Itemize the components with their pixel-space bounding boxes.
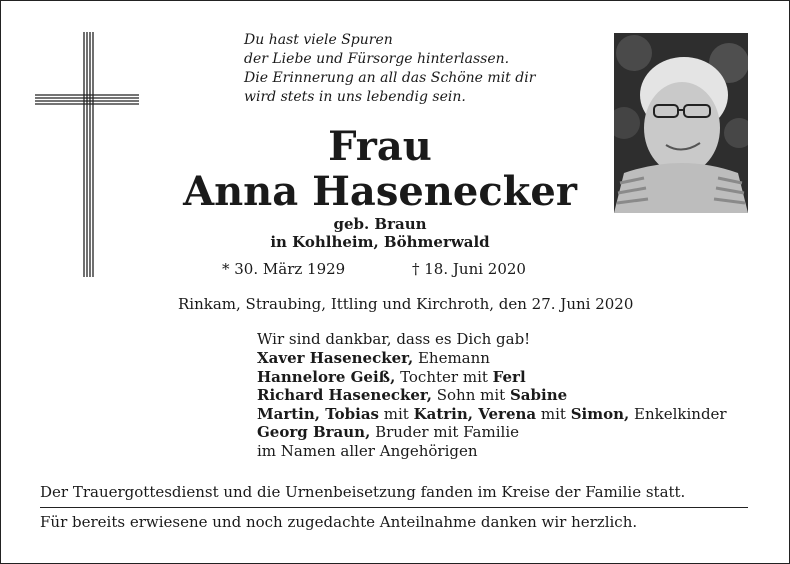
death-date: † 18. Juni 2020 [412, 260, 526, 278]
mourner-name: Hannelore Geiß, [257, 367, 396, 386]
maiden-name: geb. Braun [333, 215, 427, 233]
mourners-intro: Wir sind dankbar, dass es Dich gab! [257, 330, 531, 348]
separator-line [40, 507, 748, 508]
mourner-relation: im Namen aller Angehörigen [257, 441, 478, 460]
mourner-relation: mit [536, 404, 571, 423]
birthplace: in Kohlheim, Böhmerwald [270, 233, 490, 251]
mourner-name: Martin, Tobias [257, 404, 379, 423]
birth-date: * 30. März 1929 [222, 260, 346, 278]
mourner-relation: Enkelkinder [629, 404, 727, 423]
salutation: Frau [328, 123, 432, 170]
poem-line: Du hast viele Spuren [244, 32, 393, 48]
mourner-row [257, 386, 567, 405]
mourner-relation: mit [379, 404, 414, 423]
mourner-row [257, 368, 526, 387]
service-note: Der Trauergottesdienst und die Urnenbeisetzung fanden im Kreise der Familie statt. [40, 483, 686, 501]
mourner-relation: Bruder mit Familie [370, 423, 519, 441]
mourner-name: Sabine [509, 386, 568, 404]
mourner-relation: Ehemann [413, 349, 490, 367]
mourner-relation: Tochter mit [395, 367, 493, 386]
mourner-relation: Sohn mit [431, 386, 510, 404]
mourner-row [257, 405, 727, 424]
mourner-name: Xaver Hasenecker, [257, 349, 414, 367]
thanks-note: Für bereits erwiesene und noch zugedachte Anteilnahme danken wir herzlich. [40, 513, 638, 531]
place-date: Rinkam, Straubing, Ittling und Kirchroth, den 27. Juni 2020 [178, 295, 634, 313]
deceased-name: Anna Hasenecker [183, 168, 577, 215]
poem-line: Die Erinnerung an all das Schöne mit dir [244, 70, 536, 86]
mourner-name: Simon, [570, 404, 630, 423]
poem-line: wird stets in uns lebendig sein. [244, 89, 466, 105]
mourner-row [257, 423, 519, 442]
mourner-name: Richard Hasenecker, [257, 386, 432, 404]
mourner-row [257, 442, 478, 461]
mourner-name: Ferl [492, 367, 526, 386]
poem [244, 31, 535, 107]
mourner-row [257, 349, 490, 368]
mourner-name: Georg Braun, [257, 423, 371, 441]
poem-line: der Liebe und Fürsorge hinterlassen. [244, 51, 510, 67]
mourner-name: Katrin, Verena [413, 404, 537, 423]
